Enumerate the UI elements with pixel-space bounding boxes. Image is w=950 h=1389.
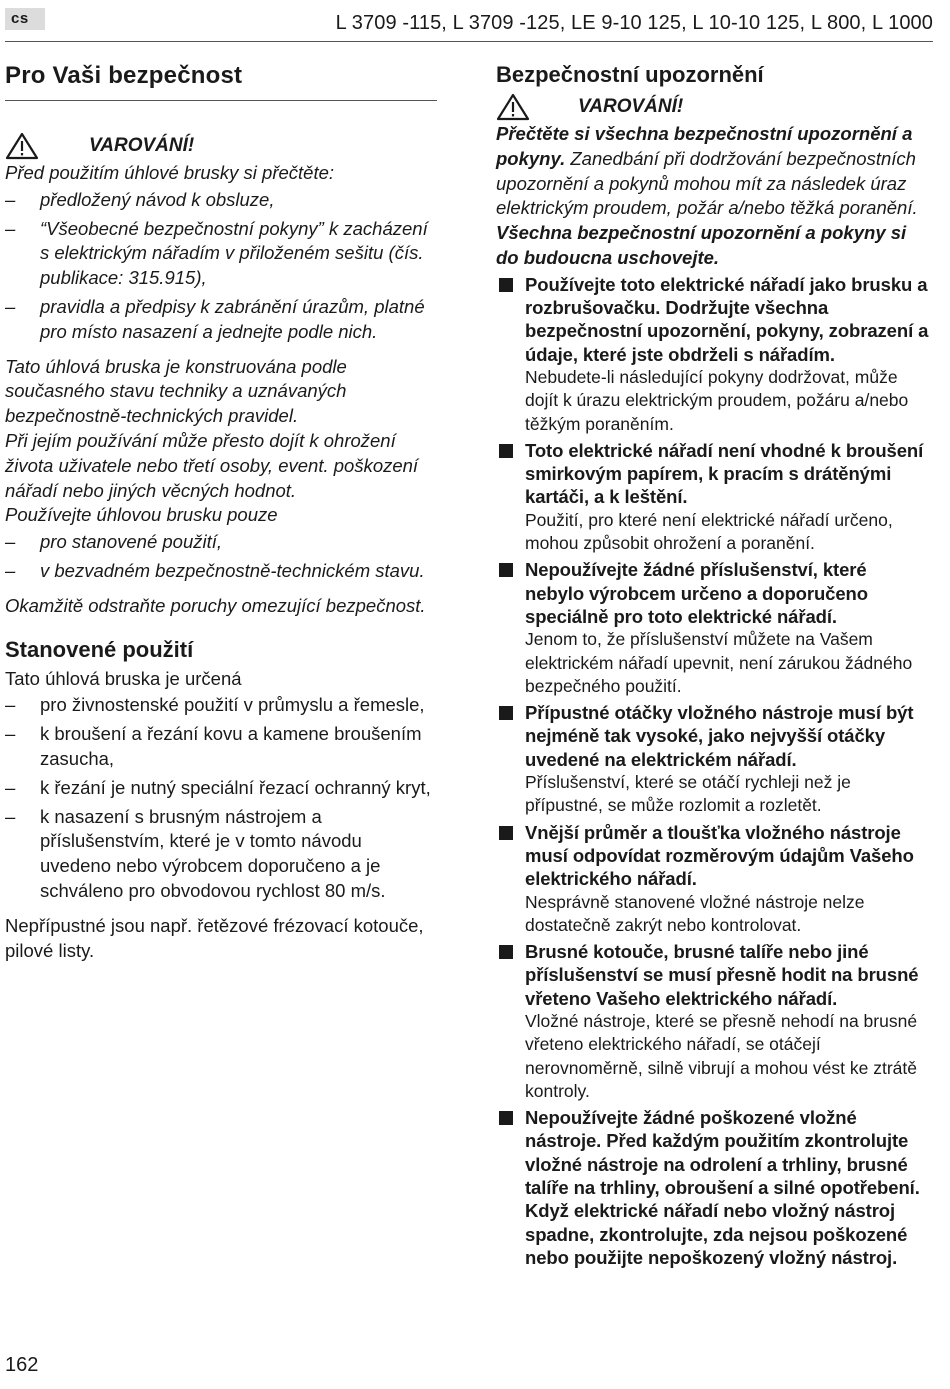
intended-use-list: [5, 693, 437, 903]
read-list: [5, 188, 437, 345]
list-item: [496, 940, 930, 1103]
list-item: – “Všeobecné bezpečnostní pokyny” k zacházení s elektrickým nářadím v přiloženém sešitu (čís. publikace: 315.915),: [5, 217, 437, 291]
intro-text: Před použitím úhlové brusky si přečtěte:: [5, 162, 335, 183]
list-item: – k řezání je nutný speciální řezací ochranný kryt,: [5, 776, 437, 801]
item-title: Nepoužívejte žádné příslušenství, které nebylo výrobcem určeno a doporučeno speciálně pro toto elektrické nářadí.: [525, 559, 868, 627]
warning-label: VAROVÁNÍ!: [578, 96, 684, 117]
warning-heading: [5, 131, 437, 161]
item-title: Brusné kotouče, brusné talíře nebo jiné příslušenství se musí přesně hodit na brusné vřeteno Vašeho elektrického nářadí.: [525, 941, 919, 1009]
safety-items-list: [496, 273, 930, 1269]
right-column: [496, 60, 930, 1272]
square-bullet-icon: [499, 563, 513, 577]
list-item: [496, 821, 930, 937]
section-title-intended-use: Stanovené použití: [5, 636, 194, 662]
warning-triangle-icon: [5, 132, 39, 160]
list-item: – pro stanovené použití,: [5, 530, 437, 555]
list-item: [496, 439, 930, 555]
section-title-safety-notices: Bezpečnostní upozornění: [496, 62, 764, 87]
paragraph: Tato úhlová bruska je určená: [5, 667, 242, 689]
list-item: – pravidla a předpisy k zabránění úrazům, platné pro místo nasazení a jednejte podle nich.: [5, 295, 437, 345]
language-badge: cs: [5, 8, 45, 30]
item-description: Jenom to, že příslušenství můžete na Vašem elektrickém nářadí upevnit, není zárukou žádného bezpečného použití.: [525, 629, 913, 696]
paragraph: Nepřípustné jsou např. řetězové frézovací kotouče, pilové listy.: [5, 914, 424, 961]
warning-text: [496, 122, 930, 221]
list-item: – k broušení a řezání kovu a kamene broušením zasucha,: [5, 722, 437, 772]
list-item: – předložený návod k obsluze,: [5, 188, 437, 213]
item-description: Vložné nástroje, které se přesně nehodí na brusné vřeteno elektrického nářadí, se otáčejí nerovnoměrně, silně vibrují a mohou vést ke ztrátě kontroly.: [525, 1010, 918, 1101]
list-item: [496, 701, 930, 817]
warning-label: VAROVÁNÍ!: [89, 135, 195, 156]
paragraph: Okamžitě odstraňte poruchy omezující bezpečnost.: [5, 594, 426, 616]
warning-triangle-icon: [496, 93, 530, 121]
page-header: [5, 8, 933, 42]
item-description: Použití, pro které není elektrické nářadí určeno, mohou způsobit ohrožení a poranění.: [525, 509, 893, 554]
use-list: [5, 530, 437, 584]
list-item: [496, 273, 930, 436]
square-bullet-icon: [499, 826, 513, 840]
square-bullet-icon: [499, 706, 513, 720]
page-number: 162: [5, 1354, 39, 1376]
warning-text-body: Zanedbání při dodržování bezpečnostních upozornění a pokynů mohou mít za následek úraz elektrickým proudem, požár a/nebo těžká poranění.: [496, 147, 918, 219]
item-title: Přípustné otáčky vložného nástroje musí být nejméně tak vysoké, jako nejvyšší otáčky uvedené na elektrickém nářadí.: [525, 702, 914, 770]
item-title: Používejte toto elektrické nářadí jako brusku a rozbrušovačku. Dodržujte všechna bezpečnostní upozornění, pokyny, zobrazení a údaje, které jste obdrželi s nářadím.: [525, 273, 929, 365]
paragraph: Používejte úhlovou brusku pouze: [5, 504, 278, 526]
keep-instructions-note: Všechna bezpečnostní upozornění a pokyny si do budoucna uschovejte.: [496, 222, 907, 268]
item-title: Vnější průměr a tloušťka vložného nástroje musí odpovídat rozměrovým údajům Vašeho elektrického nářadí.: [525, 821, 914, 890]
square-bullet-icon: [499, 1111, 513, 1125]
paragraph: Tato úhlová bruska je konstruována podle současného stavu techniky a uznávaných bezpečnostně-technických pravidel.: [5, 355, 347, 427]
list-item: – pro živnostenské použití v průmyslu a řemesle,: [5, 693, 437, 718]
list-item: [496, 558, 930, 698]
square-bullet-icon: [499, 444, 513, 458]
item-description: Příslušenství, které se otáčí rychleji než je přípustné, se může rozlomit a rozletět.: [525, 772, 851, 816]
list-item: – k nasazení s brusným nástrojem a příslušenstvím, které je v tomto návodu uvedeno nebo výrobcem doporučeno a je schváleno pro obvodovou rychlost 80 m/s.: [5, 805, 437, 904]
item-title: Nepoužívejte žádné poškozené vložné nástroje. Před každým použitím zkontrolujte vložné nástroje na odrolení a trhliny, brusné talíře na trhliny, obroušení a silné opotřebení. Když elektrické nářadí nebo vložný nástroj spadne, zkontrolujte, zda nejsou poškozené nebo použijte nepoškozený vložný nástroj.: [525, 1107, 920, 1268]
section-title-safety: Pro Vaši bezpečnost: [5, 60, 437, 101]
model-list: L 3709 -115, L 3709 -125, LE 9-10 125, L 10-10 125, L 800, L 1000: [335, 12, 933, 34]
square-bullet-icon: [499, 278, 513, 292]
square-bullet-icon: [499, 945, 513, 959]
list-item: – v bezvadném bezpečnostně-technickém stavu.: [5, 559, 437, 584]
left-column: [5, 60, 437, 963]
item-description: Nebudete-li následující pokyny dodržovat, může dojít k úrazu elektrickým proudem, požáru a/nebo těžkým poraněním.: [525, 366, 909, 434]
warning-heading: [496, 92, 930, 122]
item-description: Nesprávně stanovené vložné nástroje nelze dostatečně zakrýt nebo kontrolovat.: [525, 891, 865, 935]
list-item: [496, 1106, 930, 1269]
warning-text-bold: Přečtěte si všechna bezpečnostní upozornění a pokyny.: [496, 123, 913, 169]
item-title: Toto elektrické nářadí není vhodné k broušení smirkovým papírem, k pracím s drátěnými kartáči, a k leštění.: [525, 439, 924, 508]
paragraph: Při jejím používání může přesto dojít k ohrožení života uživatele nebo třetí osoby, event. poškození nářadí nebo jiných věcných hodnot.: [5, 429, 419, 501]
